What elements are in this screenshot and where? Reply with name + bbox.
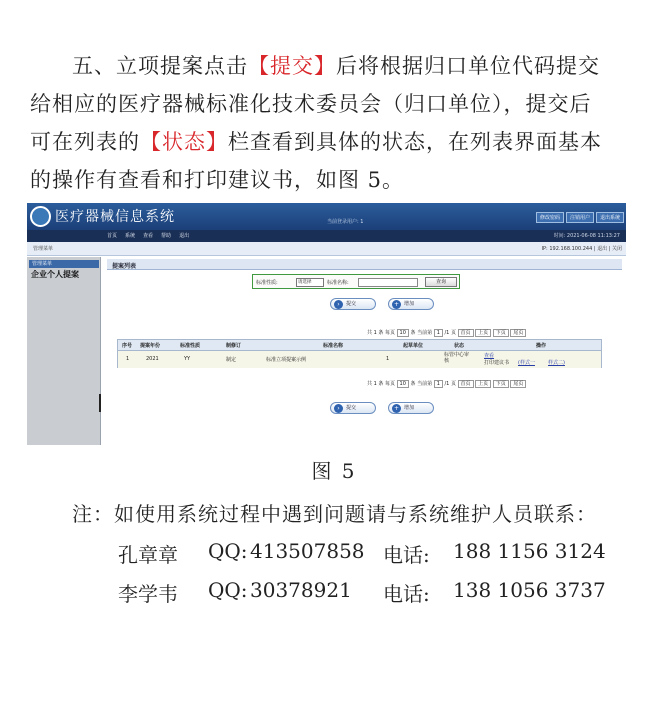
plus-icon: + — [393, 301, 400, 308]
paragraph-line-4: 的操作有查看和打印建议书，如图 5。 — [30, 168, 405, 192]
tel-number: 188 1156 3124 — [453, 539, 606, 563]
status-right: IP: 192.168.100.244 | 退出 | 关闭 — [541, 246, 622, 252]
add-button-label: 增加 — [404, 301, 415, 307]
contact-name: 李学韦 — [118, 582, 178, 606]
paragraph-text: 可在列表的 — [30, 130, 140, 154]
submit-button-label: 提交 — [346, 301, 357, 307]
first-page-button[interactable]: 首页 — [458, 329, 474, 337]
name-input[interactable] — [358, 278, 418, 287]
pager-bottom — [367, 380, 526, 387]
paragraph-text: 后将根据归口单位代码提交 — [336, 54, 600, 78]
splitter-handle[interactable] — [99, 394, 101, 412]
arrow-right-icon: › — [334, 300, 343, 309]
contact-note: 注：如使用系统过程中遇到问题请与系统维护人员联系： — [72, 502, 597, 526]
cell-drafter: 1 — [386, 356, 390, 362]
menu-bar — [27, 230, 626, 242]
type-select[interactable] — [296, 278, 324, 287]
submit-keyword: 【提交】 — [248, 54, 336, 78]
type-select-value: 请选择 — [298, 280, 312, 285]
pager-text: /1 页 — [444, 330, 456, 336]
menu-item-exit[interactable]: 退出 — [179, 233, 190, 239]
query-button[interactable]: 查询 — [425, 277, 457, 287]
figure-caption: 图 5 — [311, 459, 357, 483]
table-row — [118, 351, 601, 368]
pager-text: 条 当前第 — [410, 381, 433, 387]
sidebar-header: 管理菜单 — [29, 260, 99, 268]
add-button-label: 增加 — [404, 405, 415, 411]
menu-items — [107, 232, 189, 239]
table-header — [118, 340, 601, 351]
app-banner — [27, 203, 626, 230]
emblem-icon — [30, 206, 51, 227]
column-header: 标准性质 — [180, 343, 201, 349]
cell-index: 1 — [126, 356, 130, 362]
status-left: 管理菜单 — [33, 246, 54, 252]
prev-page-button[interactable]: 上页 — [475, 380, 491, 388]
submit-button[interactable] — [330, 298, 376, 310]
cell-year: 2021 — [146, 356, 159, 362]
page-select[interactable]: 1 — [434, 380, 443, 388]
paragraph-line-3 — [30, 123, 640, 161]
app-title: 医疗器械信息系统 — [55, 209, 175, 225]
paragraph-line-1 — [30, 47, 640, 85]
top-buttons — [536, 212, 624, 223]
last-page-button[interactable]: 尾页 — [510, 329, 526, 337]
sidebar — [27, 257, 101, 445]
pager-top — [367, 329, 526, 336]
search-box — [252, 274, 460, 289]
print-style1-link[interactable]: (样式一 — [518, 360, 535, 366]
last-page-button[interactable]: 尾页 — [510, 380, 526, 388]
clock-text: 时间: 2021-06-08 11:13:27 — [553, 233, 620, 239]
next-page-button[interactable]: 下页 — [493, 329, 509, 337]
plus-icon: + — [393, 405, 400, 412]
next-page-button[interactable]: 下页 — [493, 380, 509, 388]
first-page-button[interactable]: 首页 — [458, 380, 474, 388]
per-page-select[interactable]: 10 — [397, 329, 409, 337]
name-label: 标准名称: — [327, 280, 349, 286]
tel-number: 138 1056 3737 — [453, 578, 606, 602]
type-label: 标准性质: — [256, 280, 278, 286]
proposal-table — [117, 339, 602, 368]
pager-text: 共 1 条 每页 — [367, 381, 395, 387]
status-keyword: 【状态】 — [140, 130, 228, 154]
content-panel — [107, 259, 622, 445]
exit-system-button[interactable]: 退出系统 — [596, 212, 624, 223]
column-header: 操作 — [536, 343, 547, 349]
status-bar — [27, 242, 626, 256]
paragraph-line-2: 给相应的医疗器械标准化技术委员会（归口单位），提交后 — [30, 92, 592, 116]
cell-type: YY — [184, 356, 191, 362]
pager-text: 共 1 条 每页 — [367, 330, 395, 336]
tel-label: 电话: — [383, 582, 430, 606]
change-password-button[interactable]: 修改密码 — [536, 212, 564, 223]
paragraph-text: 栏查看到具体的状态，在列表界面基本 — [228, 130, 602, 154]
per-page-select[interactable]: 10 — [397, 380, 409, 388]
intro-paragraph — [30, 47, 640, 199]
page-select[interactable]: 1 — [434, 329, 443, 337]
menu-item-help[interactable]: 帮助 — [161, 233, 172, 239]
sidebar-item-proposals[interactable]: 企业个人提案 — [31, 270, 79, 279]
print-style2-link[interactable]: 样式二) — [548, 360, 565, 366]
column-header: 状态 — [454, 343, 465, 349]
cell-name: 标准立项提案示例 — [266, 357, 307, 363]
column-header: 序号 — [122, 343, 133, 349]
add-button[interactable] — [388, 298, 434, 310]
logout-user-button[interactable]: 注销用户 — [566, 212, 594, 223]
view-link[interactable]: 查看 — [484, 353, 495, 359]
current-user: 当前登录用户: 1 — [327, 219, 364, 225]
contact-name: 孔章章 — [118, 543, 178, 567]
menu-item-system[interactable]: 系统 — [125, 233, 136, 239]
submit-button-bottom[interactable] — [330, 402, 376, 414]
figure-5-screenshot — [27, 203, 626, 445]
qq-label: QQ: — [208, 539, 248, 563]
column-header: 标准名称 — [323, 343, 344, 349]
cell-revision: 制定 — [226, 357, 237, 363]
qq-number: 413507858 — [250, 539, 365, 563]
column-header: 提案年份 — [140, 343, 161, 349]
column-header: 起草单位 — [403, 343, 424, 349]
qq-label: QQ: — [208, 578, 248, 602]
menu-item-home[interactable]: 首页 — [107, 233, 118, 239]
pager-text: 条 当前第 — [410, 330, 433, 336]
submit-button-label: 提交 — [346, 405, 357, 411]
print-proposal-text: 打印建议书 — [484, 360, 510, 366]
arrow-right-icon: › — [334, 404, 343, 413]
column-header: 制修订 — [226, 343, 242, 349]
add-button-bottom[interactable] — [388, 402, 434, 414]
menu-item-view[interactable]: 查看 — [143, 233, 154, 239]
prev-page-button[interactable]: 上页 — [475, 329, 491, 337]
panel-title: 提案列表 — [107, 259, 622, 270]
pager-text: /1 页 — [444, 381, 456, 387]
tel-label: 电话: — [383, 543, 430, 567]
qq-number: 30378921 — [250, 578, 352, 602]
paragraph-text: 五、立项提案点击 — [72, 54, 248, 78]
cell-status: 标管中心审核 — [444, 352, 470, 364]
